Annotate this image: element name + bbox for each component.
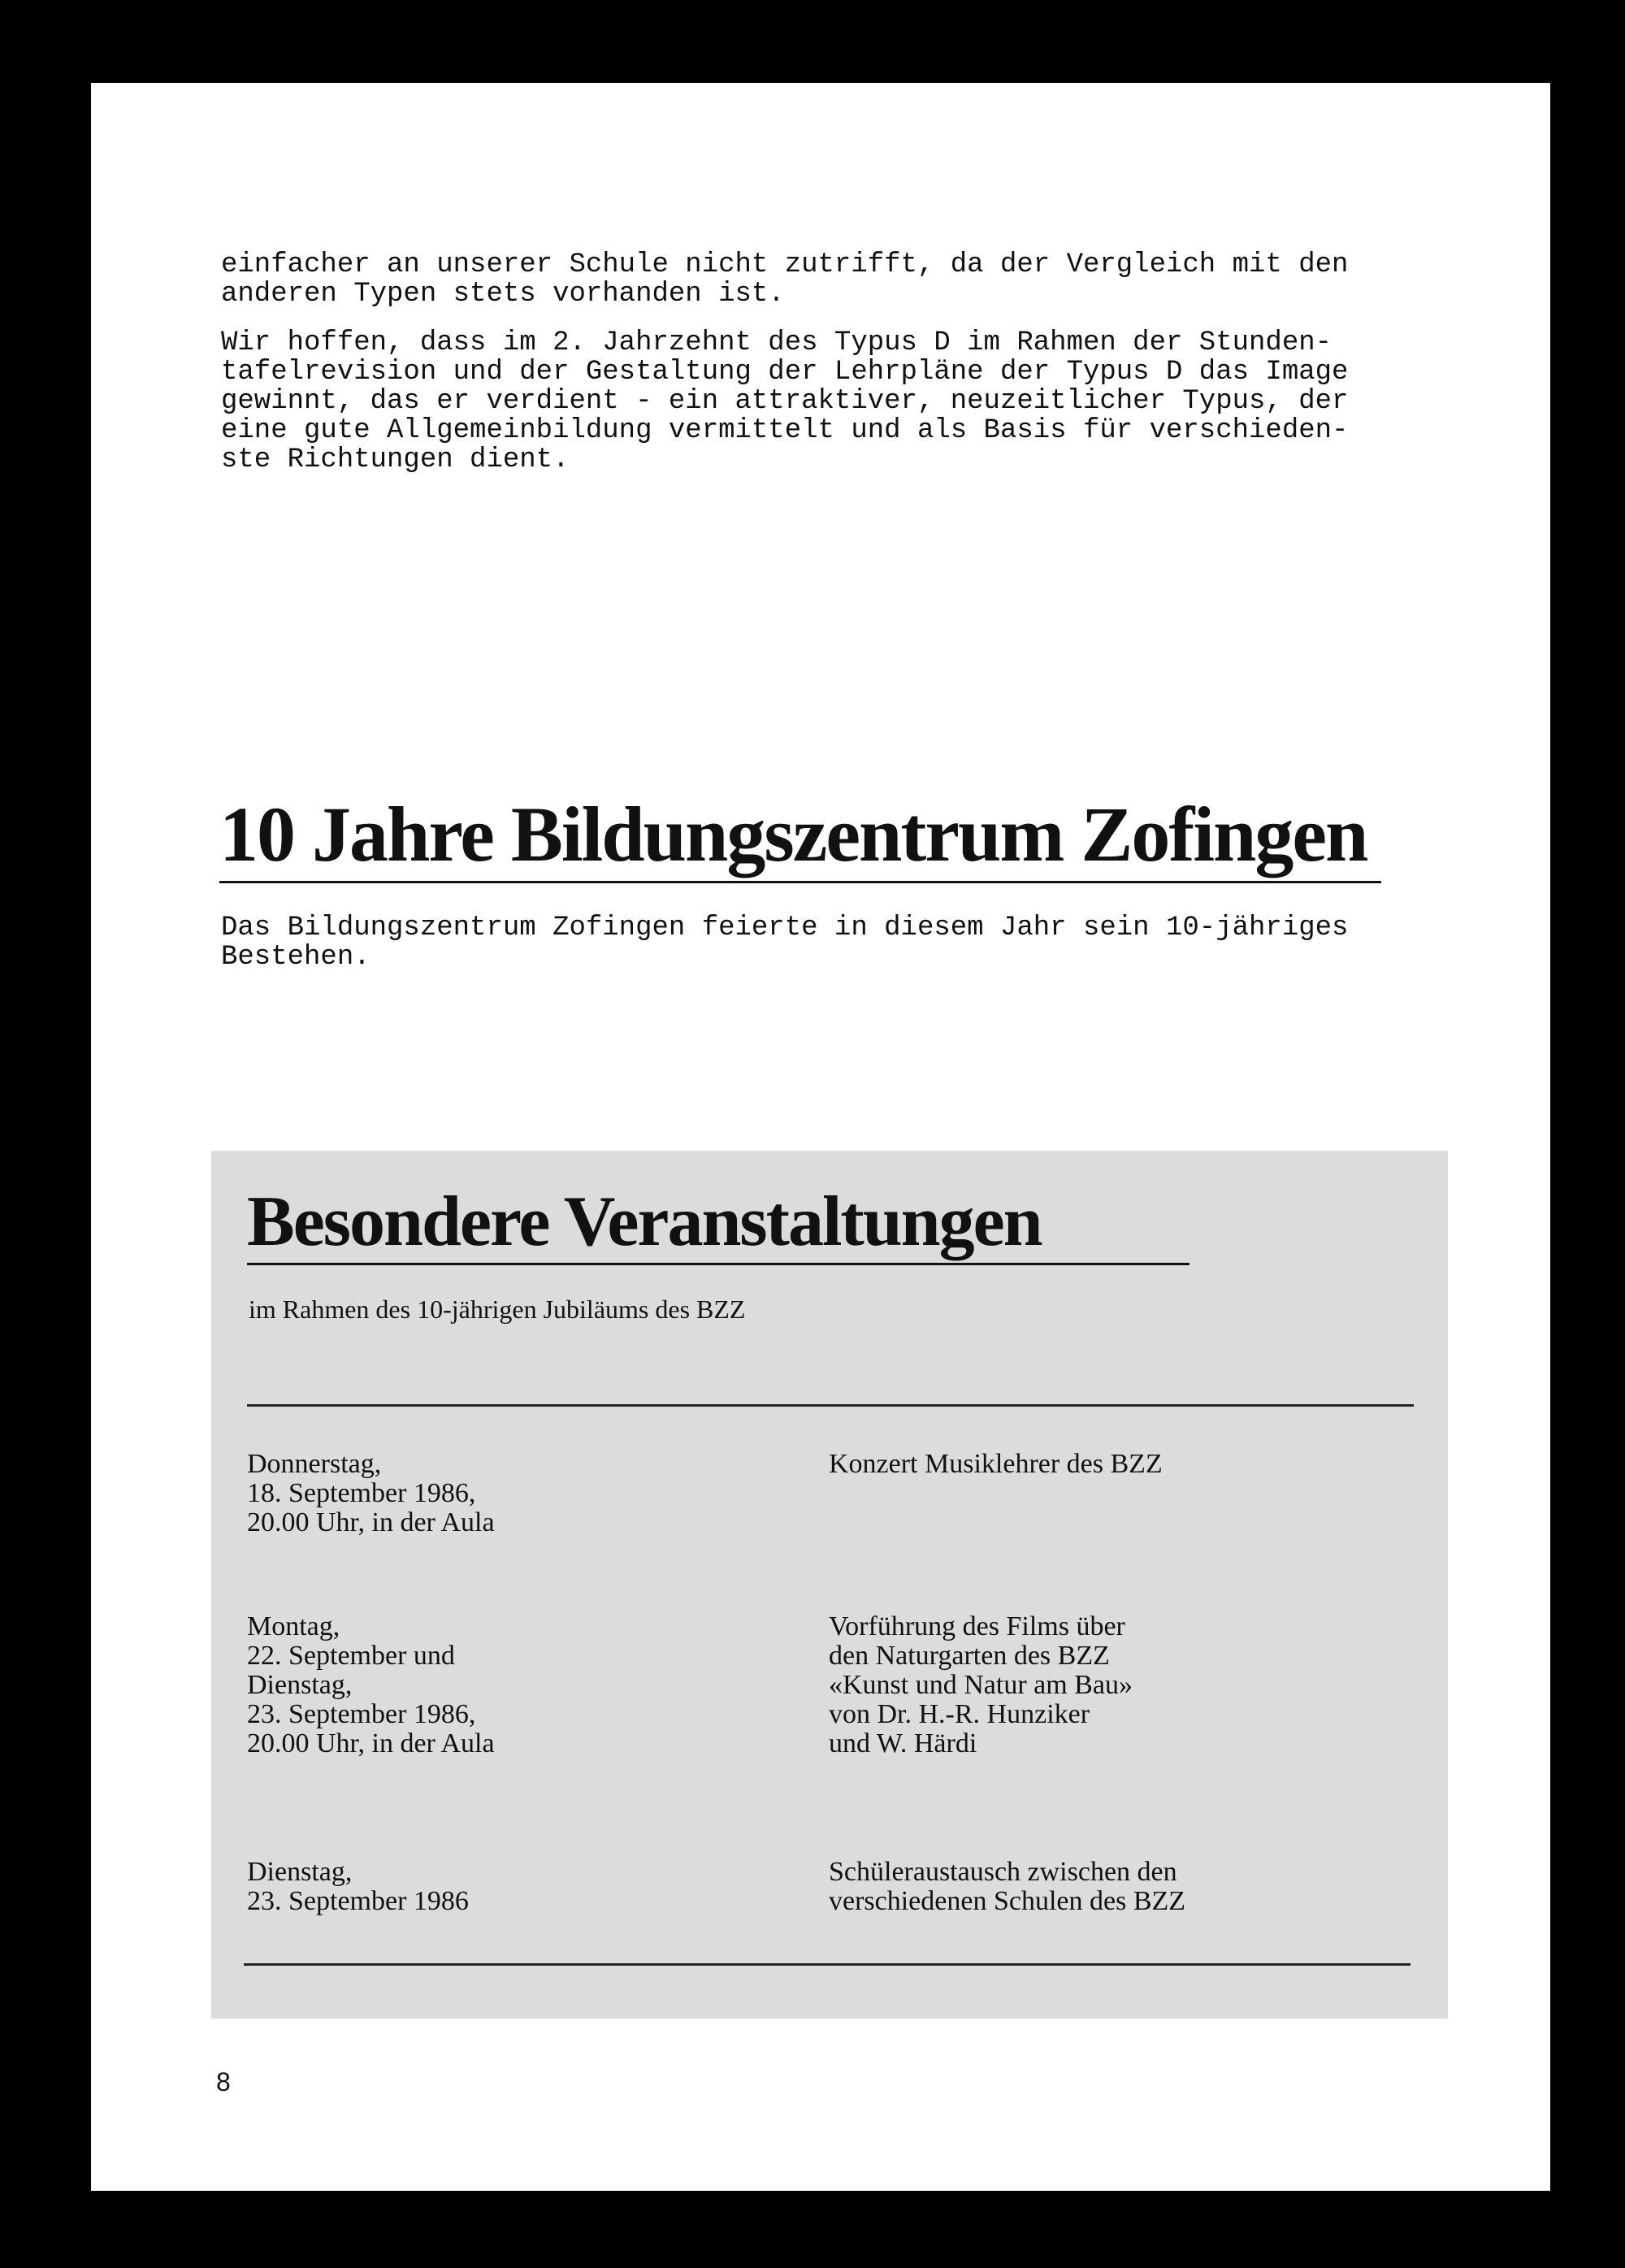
document-page [91,83,1550,2191]
event-description: Schüleraustausch zwischen den verschiedenen Schulen des BZZ [829,1857,1186,1916]
event-date: Montag, 22. September und Dienstag, 23. September 1986, 20.00 Uhr, in der Aula [247,1611,495,1758]
section-heading: 10 Jahre Bildungszentrum Zofingen [219,790,1381,883]
divider [244,1963,1410,1966]
events-box-title: Besondere Veranstaltungen [247,1182,1190,1265]
event-date: Donnerstag, 18. September 1986, 20.00 Uhr, in der Aula [247,1449,495,1537]
event-description: Konzert Musiklehrer des BZZ [829,1449,1163,1479]
section-intro: Das Bildungszentrum Zofingen feierte in diesem Jahr sein 10-jähriges Bestehen. [221,913,1349,973]
body-paragraph: Wir hoffen, dass im 2. Jahrzehnt des Typus D im Rahmen der Stunden- tafelrevision und der Gestaltung der Lehrpläne der Typus D das Image gewinnt, das er verdient - ein attraktiver, neuzeitlicher Typus, der eine gute Allgemeinbildung vermittelt und als Basis für verschieden- ste Richtungen dient. [221,327,1349,475]
events-box-subtitle: im Rahmen des 10-jährigen Jubiläums des BZZ [249,1294,746,1324]
events-box [211,1151,1448,2019]
event-date: Dienstag, 23. September 1986 [247,1857,469,1916]
divider [247,1404,1414,1407]
body-paragraph: einfacher an unserer Schule nicht zutrifft, da der Vergleich mit den anderen Typen stets vorhanden ist. [221,249,1349,310]
page-number: 8 [216,2067,231,2097]
event-description: Vorführung des Films über den Naturgarten des BZZ «Kunst und Natur am Bau» von Dr. H.-R. Hunziker und W. Härdi [829,1611,1133,1758]
